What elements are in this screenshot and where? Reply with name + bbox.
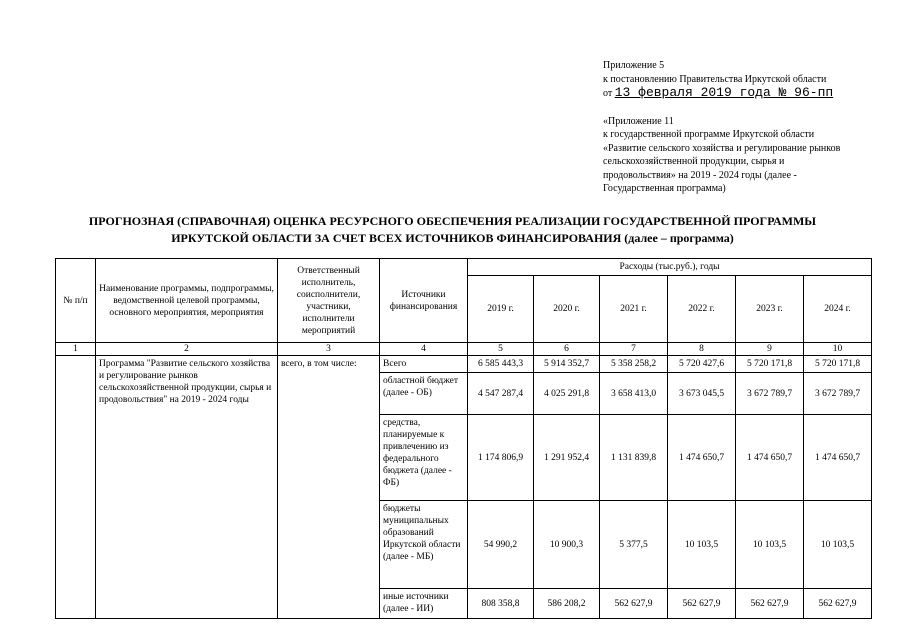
column-number: 10 xyxy=(804,343,872,356)
document-title xyxy=(40,213,865,247)
header-sources: Источники финансирования xyxy=(380,259,468,343)
annex-line-2: к государственной программе Иркутской области xyxy=(603,129,815,140)
value-cell: 10 103,5 xyxy=(736,501,804,589)
header-num: № п/п xyxy=(56,259,96,343)
value-cell: 4 025 291,8 xyxy=(534,373,600,415)
value-cell: 6 585 443,3 xyxy=(468,356,534,373)
value-cell: 1 474 650,7 xyxy=(804,415,872,501)
appendix-line-2: к постановлению Правительства Иркутской области xyxy=(603,73,827,85)
value-cell: 562 627,9 xyxy=(668,589,736,619)
value-cell: 5 720 427,6 xyxy=(668,356,736,373)
header-year: 2019 г. xyxy=(468,276,534,343)
value-cell: 586 208,2 xyxy=(534,589,600,619)
source-cell: иные источники (далее - ИИ) xyxy=(380,589,468,619)
source-cell: областной бюджет (далее - ОБ) xyxy=(380,373,468,415)
column-number: 3 xyxy=(278,343,380,356)
header-year: 2020 г. xyxy=(534,276,600,343)
value-cell: 10 103,5 xyxy=(668,501,736,589)
value-cell: 5 358 258,2 xyxy=(600,356,668,373)
header-year: 2022 г. xyxy=(668,276,736,343)
header-year: 2024 г. xyxy=(804,276,872,343)
executor-cell: всего, в том числе: xyxy=(278,356,380,619)
column-number: 9 xyxy=(736,343,804,356)
value-cell: 1 474 650,7 xyxy=(668,415,736,501)
funding-table xyxy=(55,258,872,619)
date-prefix: от xyxy=(603,88,613,99)
value-cell: 1 131 839,8 xyxy=(600,415,668,501)
value-cell: 54 990,2 xyxy=(468,501,534,589)
value-cell: 5 720 171,8 xyxy=(804,356,872,373)
annex-line-6: Государственная программа) xyxy=(603,183,726,194)
column-number: 5 xyxy=(468,343,534,356)
annex-line-4: сельскохозяйственной продукции, сырья и xyxy=(603,156,785,167)
header-expenses: Расходы (тыс.руб.), годы xyxy=(468,259,872,276)
column-number: 4 xyxy=(380,343,468,356)
value-cell: 808 358,8 xyxy=(468,589,534,619)
decree-date: 13 февраля 2019 года № 96-пп xyxy=(614,85,834,100)
header-year: 2023 г. xyxy=(736,276,804,343)
annex-line-5: продовольствия» на 2019 - 2024 годы (далее - xyxy=(603,169,797,181)
value-cell: 562 627,9 xyxy=(736,589,804,619)
column-number: 8 xyxy=(668,343,736,356)
program-name: Программа "Развитие сельского хозяйства и регулирование рынков сельскохозяйственной продукции, сырья и продовольствия" на 2019 - 2024 годы xyxy=(96,356,278,619)
column-number-row xyxy=(56,343,872,356)
appendix-line-1: Приложение 5 xyxy=(603,60,665,71)
source-cell: Всего xyxy=(380,356,468,373)
column-number: 1 xyxy=(56,343,96,356)
value-cell: 3 673 045,5 xyxy=(668,373,736,415)
header-row-1 xyxy=(56,259,872,276)
column-number: 2 xyxy=(96,343,278,356)
table-row xyxy=(56,356,872,373)
header-year: 2021 г. xyxy=(600,276,668,343)
column-number: 7 xyxy=(600,343,668,356)
value-cell: 5 914 352,7 xyxy=(534,356,600,373)
annex-line-3: «Развитие сельского хозяйства и регулирование рынков xyxy=(603,142,841,154)
row-num-cell xyxy=(56,356,96,619)
annex-line-1: «Приложение 11 xyxy=(603,115,674,127)
value-cell: 562 627,9 xyxy=(600,589,668,619)
header-executor: Ответственный исполнитель, соисполнители, участники, исполнители мероприятий xyxy=(278,259,380,343)
value-cell: 1 474 650,7 xyxy=(736,415,804,501)
value-cell: 1 174 806,9 xyxy=(468,415,534,501)
source-cell: средства, планируемые к привлечению из федерального бюджета (далее - ФБ) xyxy=(380,415,468,501)
value-cell: 5 377,5 xyxy=(600,501,668,589)
title-line-2: ИРКУТСКОЙ ОБЛАСТИ ЗА СЧЕТ ВСЕХ ИСТОЧНИКОВ ФИНАНСИРОВАНИЯ (далее – программа) xyxy=(171,231,734,245)
value-cell: 3 658 413,0 xyxy=(600,373,668,415)
column-number: 6 xyxy=(534,343,600,356)
value-cell: 10 103,5 xyxy=(804,501,872,589)
value-cell: 1 291 952,4 xyxy=(534,415,600,501)
header-name: Наименование программы, подпрограммы, ведомственной целевой программы, основного мероприятия, мероприятия xyxy=(96,259,278,343)
appendix-header xyxy=(603,59,903,196)
value-cell: 3 672 789,7 xyxy=(804,373,872,415)
appendix-line-3 xyxy=(603,86,903,101)
value-cell: 562 627,9 xyxy=(804,589,872,619)
source-cell: бюджеты муниципальных образований Иркутской области (далее - МБ) xyxy=(380,501,468,589)
value-cell: 5 720 171,8 xyxy=(736,356,804,373)
value-cell: 10 900,3 xyxy=(534,501,600,589)
value-cell: 4 547 287,4 xyxy=(468,373,534,415)
value-cell: 3 672 789,7 xyxy=(736,373,804,415)
title-line-1: ПРОГНОЗНАЯ (СПРАВОЧНАЯ) ОЦЕНКА РЕСУРСНОГО ОБЕСПЕЧЕНИЯ РЕАЛИЗАЦИИ ГОСУДАРСТВЕННОЙ ПРОГРАММЫ xyxy=(88,214,817,228)
